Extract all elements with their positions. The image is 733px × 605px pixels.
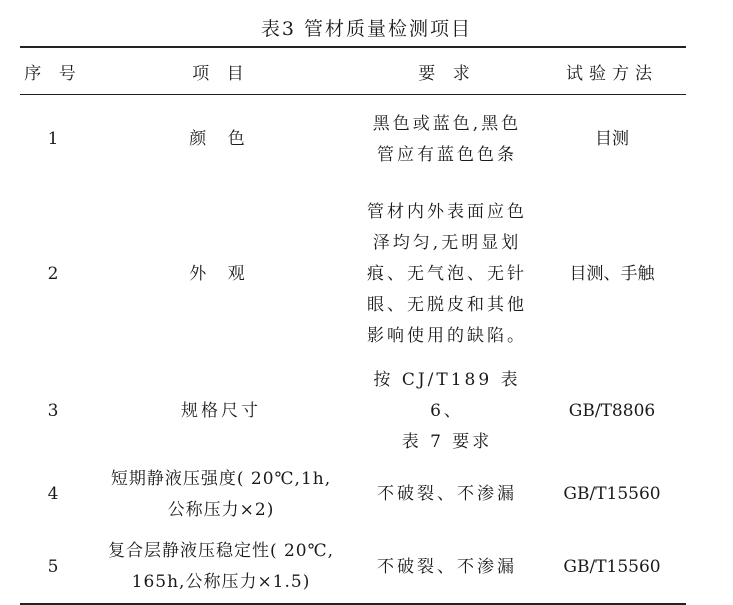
requirement-line: 管材内外表面应色 [367, 202, 527, 222]
table-row [20, 532, 686, 604]
row-requirement [356, 458, 538, 532]
header-item: 项 目 [86, 47, 356, 95]
requirement-line: 泽均匀,无明显划 [372, 233, 522, 253]
table-title: 表3 管材质量检测项目 [260, 18, 473, 40]
row-requirement [356, 532, 538, 604]
item-line: 公称压力×2) [167, 499, 275, 520]
row-requirement [356, 365, 538, 458]
item-line: 外 观 [189, 264, 253, 284]
table-row [20, 185, 686, 365]
row-item [86, 458, 356, 532]
row-number: 3 [47, 400, 59, 421]
item-line: 颜 色 [189, 129, 253, 150]
row-method: 目测 [595, 129, 629, 150]
row-number: 1 [47, 129, 59, 150]
row-number: 5 [20, 532, 86, 604]
row-number: 2 [47, 264, 59, 284]
requirement-line: 不破裂、不渗漏 [377, 556, 517, 577]
row-item [86, 365, 356, 458]
item-line: 165h,公称压力×1.5) [131, 572, 311, 592]
row-number: 4 [47, 484, 59, 504]
row-item [86, 532, 356, 604]
row-method: 目测、手触 [569, 264, 655, 284]
item-line: 复合层静液压稳定性( 20℃, [107, 541, 335, 561]
requirement-line: 表 7 要求 [401, 431, 493, 452]
item-line: 短期静液压强度( 20℃,1h, [110, 468, 332, 489]
requirement-line: 黑色或蓝色,黑色 [372, 113, 522, 134]
requirement-line: 眼、无脱皮和其他 [367, 295, 527, 315]
header-requirement: 要 求 [356, 47, 538, 95]
row-requirement [356, 95, 538, 185]
table-header-row [20, 47, 686, 95]
row-method: GB/T8806 [568, 400, 656, 421]
requirement-line: 不破裂、不渗漏 [377, 484, 517, 504]
requirement-line: 管应有蓝色色条 [377, 144, 517, 165]
table-row [20, 458, 686, 532]
row-item [86, 95, 356, 185]
requirement-line: 影响使用的缺陷。 [367, 326, 527, 346]
requirement-line: 痕、无气泡、无针 [367, 264, 527, 284]
inspection-table [20, 46, 686, 605]
row-requirement [356, 185, 538, 365]
row-method: GB/T15560 [538, 532, 686, 604]
row-method: GB/T15560 [563, 484, 661, 504]
table-row [20, 365, 686, 458]
header-method: 试验方法 [538, 47, 686, 95]
item-line: 规格尺寸 [181, 400, 261, 421]
table-row [20, 95, 686, 185]
header-no: 序 号 [20, 47, 86, 95]
requirement-line: 按 CJ/T189 表 6、 [373, 369, 521, 421]
row-item [86, 185, 356, 365]
